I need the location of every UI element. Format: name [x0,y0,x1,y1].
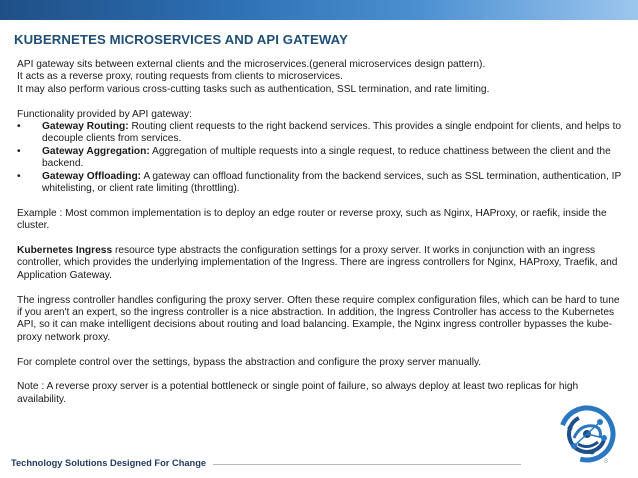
bullet-dot-icon: • [17,145,21,157]
bullet-dot-icon: • [17,121,21,133]
intro-line: It may also perform various cross-cutting tasks such as authentication, SSL termination, and rate limiting. [17,83,490,95]
slide-title: KUBERNETES MICROSERVICES AND API GATEWAY [14,32,348,47]
footer-divider [213,464,521,465]
bullet-item [17,171,623,196]
bullet-dot-icon: • [17,170,21,182]
bullet-label: Gateway Aggregation: [42,145,150,157]
bullet-list [17,121,623,195]
intro-line: It acts as a reverse proxy, routing requests from clients to microservices. [17,71,343,83]
bullet-text: Routing client requests to the right backend services. This provides a single endpoint for clients, and helps to decouple clients from services. [42,121,622,145]
ingress-text: resource type abstracts the configuration settings for a proxy server. It works in conjunction with an ingress controller, which provides the underlying implementation of the Ingress. There are ingress controllers for Nginx, HAProxy, Traefik, and Application Gateway. [17,245,618,281]
functionality-heading: Functionality provided by API gateway: [17,108,192,120]
bullet-label: Gateway Routing: [42,121,129,133]
ingress-label: Kubernetes Ingress [17,245,113,257]
ingress-paragraph [17,245,623,282]
intro-paragraph [17,59,623,96]
bullet-item [17,146,623,171]
bullet-label: Gateway Offloading: [42,170,142,182]
footer-tagline: Technology Solutions Designed For Change [11,458,207,468]
slide-body [17,59,623,419]
company-logo-icon [556,398,618,470]
page-number: 8 [604,458,608,465]
header-gradient-bar [0,0,638,20]
note-paragraph: Note : A reverse proxy server is a potential bottleneck or single point of failure, so always deploy at least two replicas for high availability. [17,381,579,405]
control-paragraph: For complete control over the settings, bypass the abstraction and configure the proxy server manually. [17,356,482,368]
example-paragraph: Example : Most common implementation is to deploy an edge router or reverse proxy, such as Nginx, HAProxy, or raefik, inside the cluster. [17,207,607,232]
intro-line: API gateway sits between external clients and the microservices.(general microservices design pattern). [17,59,486,70]
bullet-text: A gateway can offload functionality from the backend services, such as SSL termination, authentication, IP whitelisting, or client rate limiting (throttling). [42,170,622,195]
controller-paragraph: The ingress controller handles configuring the proxy server. Often these require complex configuration files, which can be hard to tune if you aren't an expert, so the ingress controller is a nice abstraction. In addition, the Ingress Controller has access to the Kubernetes API, so it can make intelligent decisions about routing and load balancing. Example, the Nginx ingress controller bypasses the kube-proxy network proxy. [17,294,620,343]
bullet-item [17,121,623,146]
bullet-text: Aggregation of multiple requests into a single request, to reduce chattiness between the client and the backend. [42,145,611,170]
